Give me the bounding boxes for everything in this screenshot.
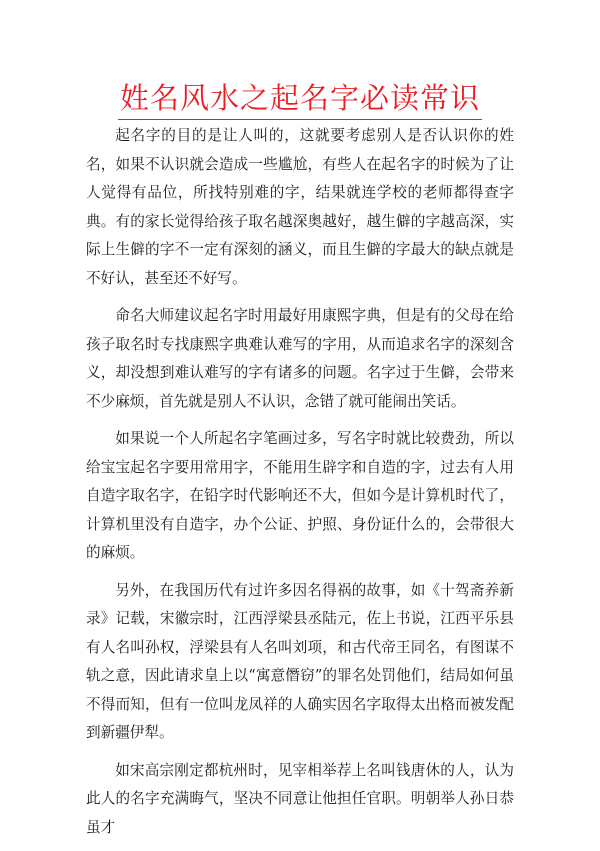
paragraph-3: 如果说一个人所起名字笔画过多，写名字时就比较费劲，所以给宝宝起名字要用常用字，不能用生辟字和自造的字，过去有人用自造字取名字，在铅字时代影响还不大，但如今是计算机时代了，计算机里没有自造字，办个公证、护照、身份证什么的，会带很大的麻烦。 [86,430,514,561]
document-body [86,122,514,851]
paragraph-4: 另外，在我国历代有过许多因名得祸的故事，如《十驾斋养新录》记载，宋徽宗时，江西浮梁县丞陆元，佐上书说，江西平乐县有人名叫孙权，浮梁县有人名叫刘项，和古代帝王同名，有图谋不轨之意，因此请求皇上以“寓意僭窃”的罪名处罚他们，结局如何虽不得而知，但有一位叫龙凤祥的人确实因名字取得太出格而被发配到新疆伊犁。 [86,581,514,741]
document-title [0,78,600,120]
paragraph-2: 命名大师建议起名字时用最好用康熙字典，但是有的父母在给孩子取名时专找康熙字典难认难写的字用，从而追求名字的深刻含义，却没想到难认难写的字有诸多的问题。名字过于生僻，会带来不少麻烦，首先就是别人不认识，念错了就可能闹出笑话。 [86,307,514,410]
paragraph-1: 起名字的目的是让人叫的，这就要考虑别人是否认识你的姓名，如果不认识就会造成一些尴尬，有些人在起名字的时候为了让人觉得有品位，所找特别难的字，结果就连学校的老师都得查字典。有的家长觉得给孩子取名越深奥越好，越生僻的字越高深，实际上生僻的字不一定有深刻的涵义，而且生僻的字最大的缺点就是不好认，甚至还不好写。 [86,127,514,287]
title-text: 姓名风水之起名字必读常识 [118,78,482,120]
paragraph-5: 如宋高宗刚定都杭州时，见宰相举荐上名叫钱唐休的人，认为此人的名字充满晦气，坚决不同意让他担任官职。明朝举人孙日恭虽才 [86,761,514,836]
